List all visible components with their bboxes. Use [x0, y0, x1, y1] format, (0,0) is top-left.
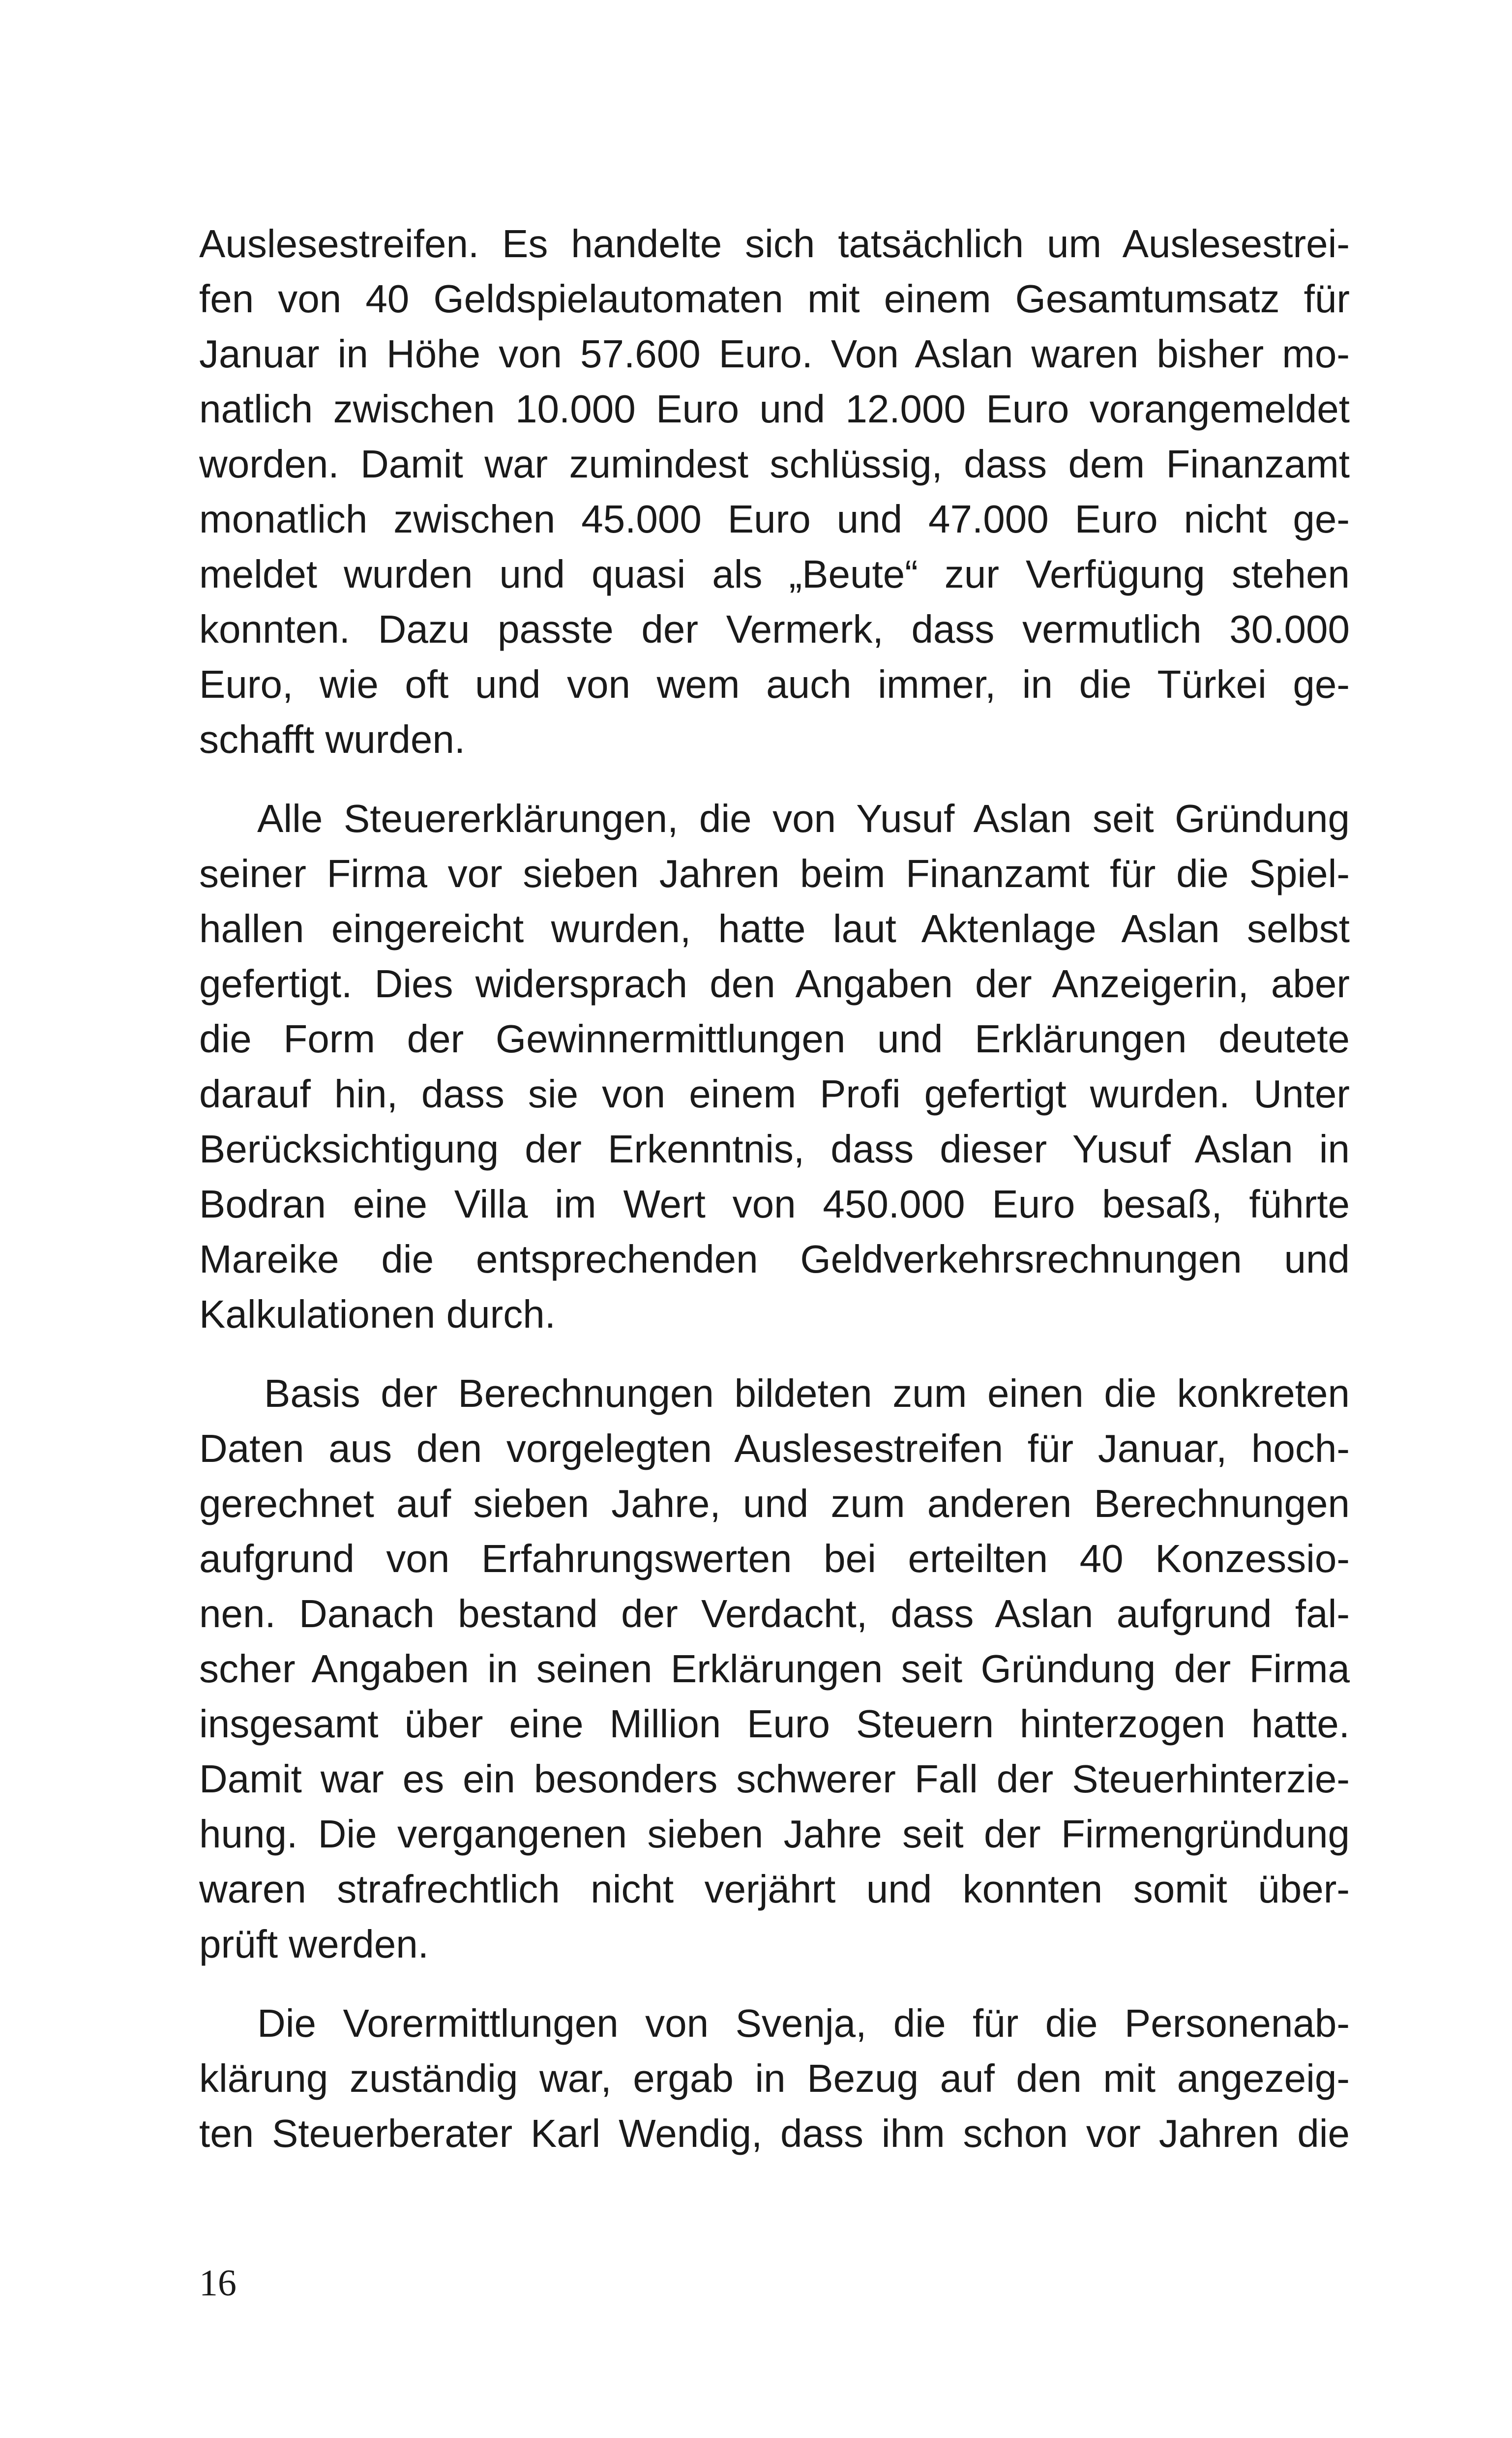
- text-line: Daten aus den vorgelegten Auslesestreifen für Januar, hoch-: [199, 1427, 1350, 1470]
- text-line: fen von 40 Geldspielautomaten mit einem Gesamtumsatz für: [199, 277, 1350, 321]
- text-line: scher Angaben in seinen Erklärungen seit Gründung der Firma: [199, 1647, 1350, 1691]
- text-line: meldet wurden und quasi als „Beute“ zur Verfügung stehen: [199, 552, 1350, 596]
- text-line: Auslesestreifen. Es handelte sich tatsächlich um Auslesestrei-: [199, 222, 1350, 266]
- text-line: Damit war es ein besonders schwerer Fall der Steuerhinterzie-: [199, 1757, 1350, 1801]
- text-line: ten Steuerberater Karl Wendig, dass ihm schon vor Jahren die: [199, 2111, 1350, 2155]
- text-line: natlich zwischen 10.000 Euro und 12.000 Euro vorangemeldet: [199, 387, 1350, 431]
- text-line: Januar in Höhe von 57.600 Euro. Von Aslan waren bisher mo-: [199, 332, 1350, 376]
- text-line: worden. Damit war zumindest schlüssig, dass dem Finanzamt: [199, 442, 1350, 486]
- text-line: Euro, wie oft und von wem auch immer, in die Türkei ge-: [199, 662, 1350, 706]
- text-line: nen. Danach bestand der Verdacht, dass Aslan aufgrund fal-: [199, 1592, 1350, 1635]
- text-line: hung. Die vergangenen sieben Jahre seit der Firmengründung: [199, 1812, 1350, 1856]
- text-line: waren strafrechtlich nicht verjährt und konnten somit über-: [199, 1867, 1350, 1911]
- text-line: die Form der Gewinnermittlungen und Erklärungen deutete: [199, 1017, 1350, 1061]
- text-line: gerechnet auf sieben Jahre, und zum anderen Berechnungen: [199, 1482, 1350, 1525]
- text-line: aufgrund von Erfahrungswerten bei erteilten 40 Konzessio-: [199, 1537, 1350, 1580]
- text-line: Basis der Berechnungen bildeten zum einen die konkreten: [264, 1371, 1350, 1415]
- text-line: prüft werden.: [199, 1922, 429, 1966]
- text-line: insgesamt über eine Million Euro Steuern hinterzogen hatte.: [199, 1702, 1350, 1746]
- text-line: konnten. Dazu passte der Vermerk, dass vermutlich 30.000: [199, 607, 1350, 651]
- text-line: schafft wurden.: [199, 717, 466, 761]
- text-line: gefertigt. Dies widersprach den Angaben der Anzeigerin, aber: [199, 962, 1350, 1006]
- page-number: 16: [199, 2262, 237, 2304]
- text-line: seiner Firma vor sieben Jahren beim Finanzamt für die Spiel-: [199, 852, 1350, 895]
- text-line: Die Vorermittlungen von Svenja, die für die Personenab-: [257, 2001, 1350, 2045]
- text-line: Kalkulationen durch.: [199, 1292, 556, 1336]
- text-line: klärung zuständig war, ergab in Bezug auf den mit angezeig-: [199, 2056, 1350, 2100]
- text-line: hallen eingereicht wurden, hatte laut Aktenlage Aslan selbst: [199, 907, 1350, 951]
- text-line: Alle Steuererklärungen, die von Yusuf Aslan seit Gründung: [257, 797, 1350, 840]
- text-line: Mareike die entsprechenden Geldverkehrsrechnungen und: [199, 1237, 1350, 1281]
- text-line: Bodran eine Villa im Wert von 450.000 Euro besaß, führte: [199, 1182, 1350, 1226]
- text-line: darauf hin, dass sie von einem Profi gefertigt wurden. Unter: [199, 1072, 1350, 1116]
- text-line: Berücksichtigung der Erkenntnis, dass dieser Yusuf Aslan in: [199, 1127, 1350, 1171]
- text-line: monatlich zwischen 45.000 Euro und 47.000 Euro nicht ge-: [199, 497, 1350, 541]
